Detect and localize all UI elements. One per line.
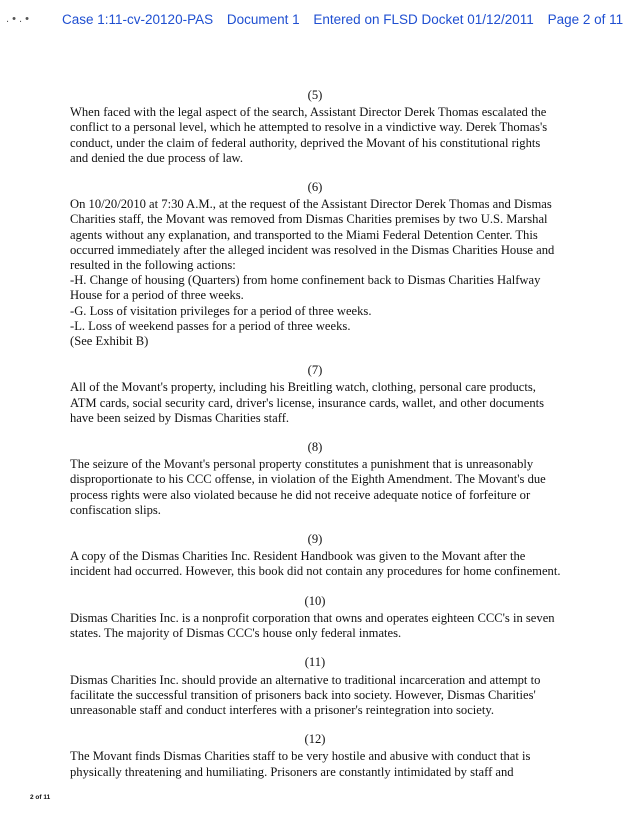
docket-header: [0, 12, 638, 32]
paragraph-number: (8): [307, 440, 323, 455]
paragraph-number: (9): [307, 532, 323, 547]
paragraph: [70, 673, 560, 719]
paragraph-line: -H. Change of housing (Quarters) from home confinement back to Dismas Charities Halfway: [70, 273, 541, 288]
paragraph-line: The seizure of the Movant's personal property constitutes a punishment that is unreasonably: [70, 457, 534, 472]
docket-header-line: [62, 12, 633, 27]
paragraph-line: -L. Loss of weekend passes for a period of three weeks.: [70, 318, 351, 333]
paragraph-number: (7): [307, 363, 323, 378]
paragraph-line: conduct, under the claim of federal authority, deprived the Movant of his constitutional rights: [70, 135, 541, 150]
paragraph-line: and denied the due process of law.: [70, 150, 243, 165]
document-body: [70, 88, 560, 794]
paragraph-number: (12): [304, 732, 326, 747]
paragraph-line: states. The majority of Dismas CCC's house only federal inmates.: [70, 626, 402, 641]
paragraph-line: On 10/20/2010 at 7:30 A.M., at the request of the Assistant Director Derek Thomas and Dismas: [70, 197, 552, 212]
paragraph-line: A copy of the Dismas Charities Inc. Resident Handbook was given to the Movant after the: [70, 549, 526, 564]
paragraph: [70, 549, 560, 579]
paragraph-line: facilitate the successful transition of prisoners back into society. However, Dismas Charities': [70, 687, 536, 702]
entered-date: Entered on FLSD Docket 01/12/2011: [313, 12, 534, 27]
paragraph-line: All of the Movant's property, including his Breitling watch, clothing, personal care products,: [70, 380, 536, 395]
case-number: Case 1:11-cv-20120-PAS: [62, 12, 214, 27]
paragraph: [70, 749, 560, 779]
paragraph-line: unreasonable staff and conduct interferes with a prisoner's reintegration into society.: [70, 702, 495, 717]
paragraph-line: House for a period of three weeks.: [70, 288, 244, 303]
paragraph-line: resulted in the following actions:: [70, 258, 236, 273]
paragraph-line: -G. Loss of visitation privileges for a period of three weeks.: [70, 303, 372, 318]
paragraph-line: Dismas Charities Inc. should provide an alternative to traditional incarceration and attempt to: [70, 672, 541, 687]
paragraph: [70, 105, 560, 166]
paragraph-number: (6): [307, 180, 323, 195]
page-indicator: Page 2 of 11: [547, 12, 624, 27]
paragraph-line: incident had occurred. However, this book did not contain any procedures for home confinement.: [70, 564, 561, 579]
scan-marks: . • . •: [6, 13, 29, 25]
document-number: Document 1: [226, 12, 300, 27]
paragraph-line: physically threatening and humiliating. Prisoners are constantly intimidated by staff and: [70, 764, 514, 779]
paragraph-line: confiscation slips.: [70, 502, 161, 517]
footer-page-label: 2 of 11: [30, 794, 51, 801]
paragraph-line: conflict to a personal level, which he attempted to resolve in a vindictive way. Derek Thomas's: [70, 120, 548, 135]
paragraph-line: process rights were also violated because he did not receive adequate notice of forfeiture or: [70, 487, 531, 502]
paragraph: [70, 380, 560, 426]
paragraph-number: (5): [307, 88, 323, 102]
paragraph-number: (11): [304, 655, 326, 670]
paragraph-line: (See Exhibit B): [70, 334, 149, 349]
paragraph-line: ATM cards, social security card, driver's license, insurance cards, wallet, and other documents: [70, 395, 545, 410]
paragraph-line: have been seized by Dismas Charities staff.: [70, 410, 290, 425]
paragraph-line: Dismas Charities Inc. is a nonprofit corporation that owns and operates eighteen CCC's in seven: [70, 610, 555, 625]
paragraph-line: Charities staff, the Movant was removed from Dismas Charities premises by two U.S. Marshal: [70, 212, 548, 227]
paragraph-line: agents without any explanation, and transported to the Miami Federal Detention Center. This: [70, 227, 538, 242]
paragraph: [70, 611, 560, 641]
paragraph: [70, 457, 560, 518]
paragraph-line: When faced with the legal aspect of the search, Assistant Director Derek Thomas escalated the: [70, 105, 547, 120]
paragraph-line: The Movant finds Dismas Charities staff to be very hostile and abusive with conduct that is: [70, 749, 531, 764]
paragraph: [70, 197, 560, 349]
paragraph-line: occurred immediately after the alleged incident was resolved in the Dismas Charities House and: [70, 242, 555, 257]
paragraph-number: (10): [304, 593, 326, 608]
paragraph-line: disproportionate to his CCC offense, in violation of the Eighth Amendment. The Movant's due: [70, 472, 546, 487]
